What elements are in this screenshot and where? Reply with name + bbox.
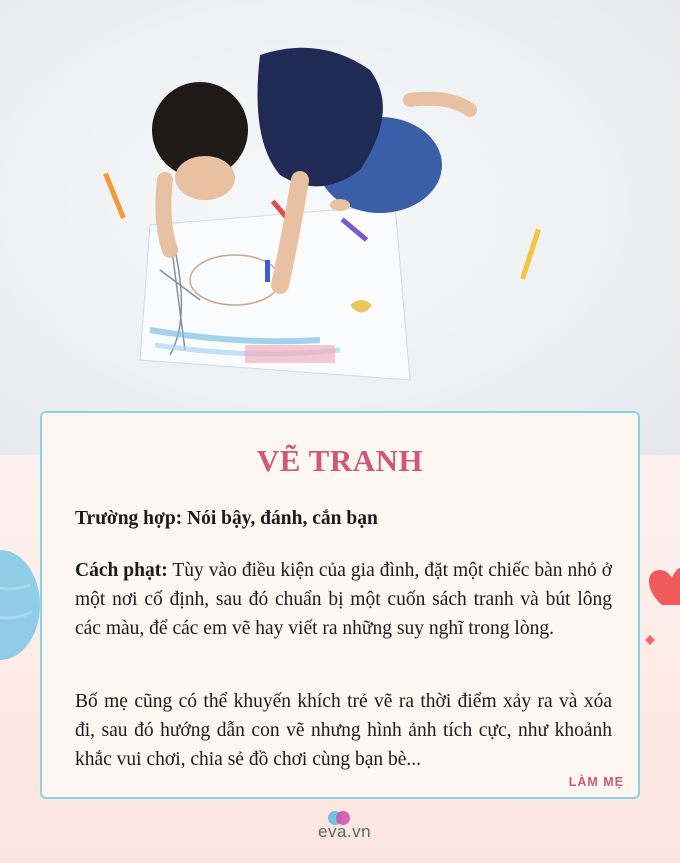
logo-text: eva.vn: [318, 822, 372, 841]
content-card: [40, 411, 640, 799]
punishment-label: Cách phạt:: [75, 560, 168, 581]
eva-logo[interactable]: [318, 808, 388, 848]
case-line: Trường hợp: Nói bậy, đánh, cắn bạn: [75, 508, 378, 529]
category-tag[interactable]: LÀM MẸ: [568, 775, 624, 789]
heart-icon: [640, 560, 680, 650]
card-title: VẼ TRANH: [256, 443, 424, 478]
cloud-icon: [0, 540, 40, 670]
punishment-paragraph: [75, 556, 612, 643]
punishment-text: Tùy vào điều kiện của gia đình, đặt một chiếc bàn nhỏ ở một nơi cố định, sau đó chuẩn bị một cuốn sách tranh và bút lông các màu, để các em vẽ hay viết ra những suy nghĩ trong lòng.: [75, 560, 613, 639]
advice-paragraph: Bố mẹ cũng có thể khuyến khích trẻ vẽ ra thời điểm xảy ra và xóa đi, sau đó hướng dẫn con vẽ nhưng hình ảnh tích cực, như khoảnh khắc vui chơi, chia sẻ đồ chơi cùng bạn bè...: [75, 691, 612, 770]
